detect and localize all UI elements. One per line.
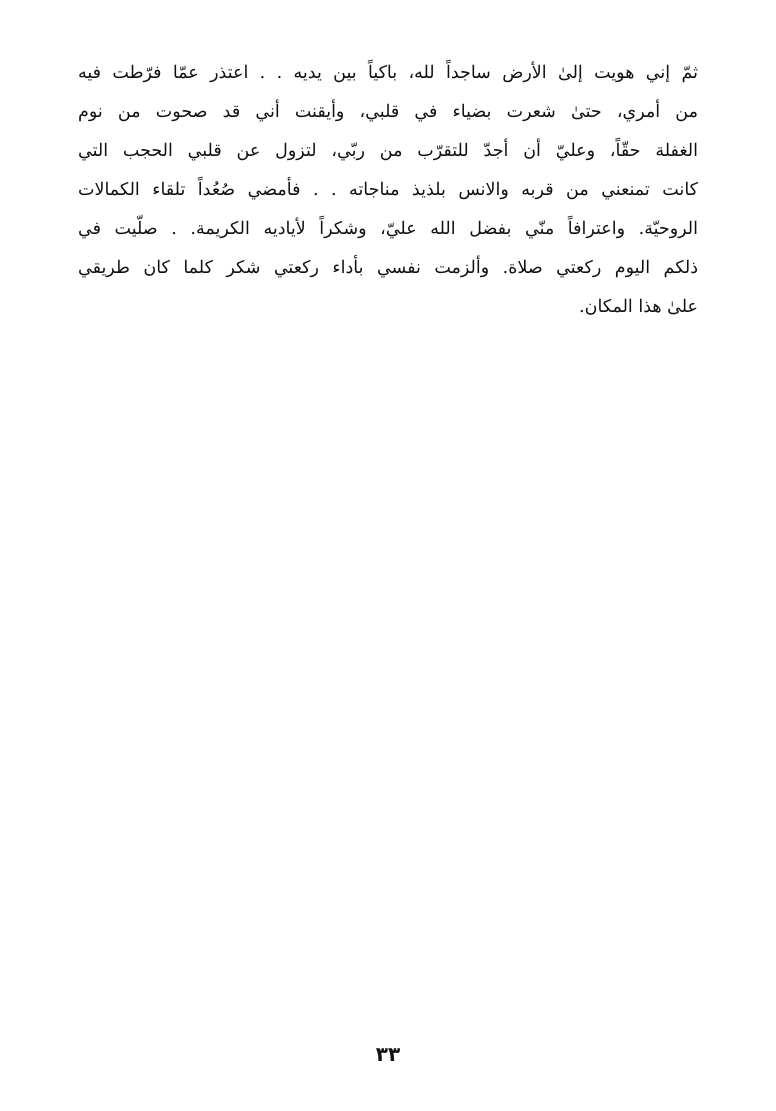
body-paragraph [78,54,698,327]
page-number: ٣٣ [375,1042,401,1066]
text-line-3: الغفلة حقّاً، وعليّ أن أجدّ للتقرّب من ربّي، لتزول عن قلبي الحجب التي [78,141,698,161]
text-line-6: ذلكم اليوم ركعتي صلاة. وألزمت نفسي بأداء ركعتي شكر كلما كان طريقي [78,258,698,278]
text-line-4: كانت تمنعني من قربه والانس بلذيذ مناجاته . . فأمضي صُعُداً تلقاء الكمالات [78,180,698,200]
text-line-5: الروحيّة. واعترافاً منّي بفضل الله عليّ، وشكراً لأياديه الكريمة. . صلّيت في [78,219,698,239]
text-line-7: علىٰ هذا المكان. [579,297,698,317]
text-line-2: من أمري، حتىٰ شعرت بضياء في قلبي، وأيقنت أني قد صحوت من نوم [78,102,698,122]
text-line-1: ثمّ إني هويت إلىٰ الأرض ساجداً لله، باكياً بين يديه . . اعتذر عمّا فرّطت فيه [78,63,698,83]
